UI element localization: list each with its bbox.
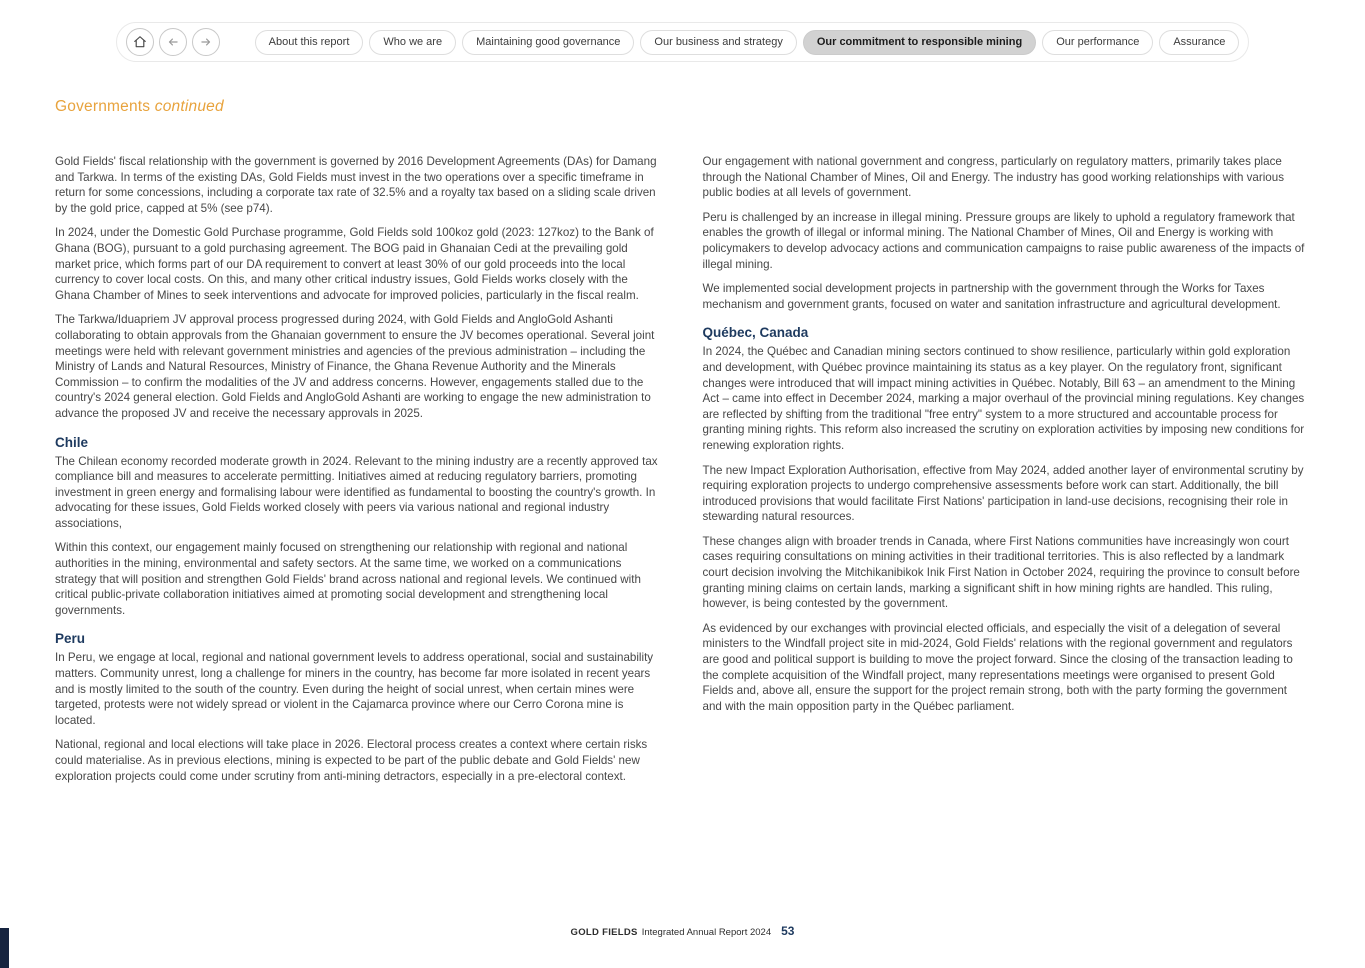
corner-accent-bar	[0, 928, 9, 968]
page-content	[55, 98, 1308, 793]
paragraph-ghana-3: The Tarkwa/Iduapriem JV approval process progressed during 2024, with Gold Fields and AngloGold Ashanti collaborating to obtain approvals from the Ghanaian government to ensure the JV becomes operational. Several joint meetings were held with relevant government ministries and agencies of the previous administration – including the Ministry of Lands and Natural Resources, Ministry of Finance, the Ghana Revenue Authority and the Minerals Commission – to confirm the modalities of the JV and address concerns. However, engagements stalled due to the country's 2024 general election. Gold Fields and AngloGold Ashanti are working to engage the new administration to advance the proposed JV and receive the necessary approvals in 2025.	[55, 313, 655, 420]
paragraph-ghana-1: Gold Fields' fiscal relationship with the government is governed by 2016 Development Agreements (DAs) for Damang and Tarkwa. In terms of the existing DAs, Gold Fields must invest in the two operations over a specific timeframe in return for some concessions, including a corporate tax rate of 32.5% and a royalty tax based on a sliding scale driven by the gold price, capped at 5% (see p74).	[55, 155, 657, 215]
top-navigation	[116, 22, 1250, 62]
paragraph-ghana-2: In 2024, under the Domestic Gold Purchase programme, Gold Fields sold 100koz gold (2023: 127koz) to the Bank of Ghana (BOG), pursuant to a gold purchasing agreement. The BOG paid in Ghanaian Cedi at the prevailing gold market price, which forms part of our DA requirement to convert at least 30% of our gold proceeds into the local currency to cover local costs. On this, and many other critical industry issues, Gold Fields works closely with the Ghana Chamber of Mines to seek interventions and advocate for improved policies, particularly in the fiscal realm.	[55, 226, 654, 302]
tab-assurance[interactable]: Assurance	[1159, 30, 1239, 55]
footer-brand: GOLD FIELDS	[570, 927, 638, 938]
paragraph-peru-4: Peru is challenged by an increase in illegal mining. Pressure groups are likely to uphold a regulatory framework that enables the growth of illegal or informal mining. The National Chamber of Mines, Oil and Energy is working with policymakers to develop advocacy actions and communication campaigns to raise public awareness of the impacts of illegal mining.	[702, 210, 1305, 271]
section-heading-chile: Chile	[55, 434, 89, 450]
back-button[interactable]	[159, 28, 187, 56]
left-column	[55, 154, 661, 793]
paragraph-chile-1: The Chilean economy recorded moderate growth in 2024. Relevant to the mining industry are a recently approved tax compliance bill and measures to accelerate permitting. Initiatives aimed at reducing regulatory barriers, promoting investment in green energy and formalising labour were identified as fundamental to boosting the country's growth. In advocating for these issues, Gold Fields worked closely with peers via various national and regional industry associations,	[55, 454, 658, 530]
paragraph-chile-2: Within this context, our engagement mainly focused on strengthening our relationship with regional and national authorities in the mining, environmental and safety sectors. At the same time, we worked on a communications strategy that will position and strengthen Gold Fields' brand across national and regional levels. We continued with critical public-private collaboration initiatives aimed at promoting social development and strengthening local governments.	[55, 541, 641, 617]
section-heading-peru: Peru	[55, 631, 86, 647]
tab-our-commitment-to-responsible-mining[interactable]: Our commitment to responsible mining	[803, 30, 1036, 55]
paragraph-peru-1: In Peru, we engage at local, regional and national government levels to address operational, social and sustainability matters. Community unrest, long a challenge for miners in the country, has become far more isolated in recent years and is mostly limited to the south of the country. Even during the height of social unrest, when certain mines were targeted, protests were not widely spread or violent in the Cajamarca province where our Cerro Corona mine is located.	[55, 651, 654, 727]
tab-who-we-are[interactable]: Who we are	[369, 30, 456, 55]
paragraph-peru-2: National, regional and local elections will take place in 2026. Electoral process creates a context where certain risks could materialise. As in previous elections, mining is expected to be part of the public debate and Gold Fields' new exploration projects could come under scrutiny from anti-mining detractors, especially in a pre-electoral context.	[55, 738, 648, 783]
tab-our-business-and-strategy[interactable]: Our business and strategy	[640, 30, 796, 55]
tab-maintaining-good-governance[interactable]: Maintaining good governance	[462, 30, 634, 55]
top-navigation-bar	[0, 22, 1365, 62]
forward-arrow-icon	[199, 35, 213, 49]
paragraph-peru-3: Our engagement with national government and congress, particularly on regulatory matters, primarily takes place through the National Chamber of Mines, Oil and Energy. The industry has good working relationships with various public bodies at all levels of government.	[702, 155, 1284, 200]
tab-our-performance[interactable]: Our performance	[1042, 30, 1153, 55]
nav-tabs	[255, 30, 1240, 55]
forward-button[interactable]	[192, 28, 220, 56]
back-arrow-icon	[166, 35, 180, 49]
paragraph-quebec-3: These changes align with broader trends in Canada, where First Nations communities have increasingly won court cases requiring consultations on mining activities in their traditional territories. This is also reflected by a landmark court decision involving the Mitchikanibikok Inik First Nation in October 2024, requiring the province to consult before granting mining claims on certain lands, marking a significant shift in how mining rights are handled. This ruling, however, is being contested by the government.	[702, 534, 1300, 611]
page-title-continued: continued	[154, 98, 224, 115]
section-heading-quebec-canada: Québec, Canada	[702, 325, 809, 341]
paragraph-quebec-4: As evidenced by our exchanges with provincial elected officials, and especially the visit of a delegation of several ministers to the Windfall project site in mid-2024, Gold Fields' relations with the regional government and regulators are good and political support is building to move the project forward. Since the closing of the transaction leading to the complete acquisition of the Windfall project, many representations meetings were organised to present Gold Fields and, above all, ensure the support for the project remain strong, both with the party forming the government and with the main opposition party in the Québec parliament.	[702, 621, 1293, 713]
page-title-main: Governments	[55, 98, 151, 115]
home-button[interactable]	[126, 28, 154, 56]
right-column	[703, 154, 1309, 793]
footer-page-number: 53	[781, 924, 795, 938]
home-icon	[133, 35, 147, 49]
page-title	[55, 98, 1308, 116]
page-footer	[0, 924, 1365, 938]
paragraph-peru-5: We implemented social development projects in partnership with the government through the Works for Taxes mechanism and government grants, focused on water and sanitation infrastructure and agricultural development.	[702, 282, 1281, 311]
paragraph-quebec-2: The new Impact Exploration Authorisation, effective from May 2024, added another layer of environmental scrutiny by requiring exploration projects to undergo comprehensive assessments before work can start. Additionally, the bill introduced provisions that would facilitate First Nations' participation in land-use decisions, recognising their role in stewarding natural resources.	[702, 463, 1304, 524]
paragraph-quebec-1: In 2024, the Québec and Canadian mining sectors continued to show resilience, particularly within gold exploration and development, with Québec province maintaining its status as a key player. On the regulatory front, significant changes were introduced that will impact mining activities in Québec. Notably, Bill 63 – an amendment to the Mining Act – came into effect in December 2024, marking a major overhaul of the provincial mining regulations. Key changes are reflected by shifting from the traditional "free entry" system to a more structured and accountable process for granting mining rights. This reform also increased the scrutiny on exploration activities by imposing new conditions for renewing exploration rights.	[702, 345, 1305, 452]
tab-about-this-report[interactable]: About this report	[255, 30, 364, 55]
footer-report-title: Integrated Annual Report 2024	[641, 927, 772, 938]
